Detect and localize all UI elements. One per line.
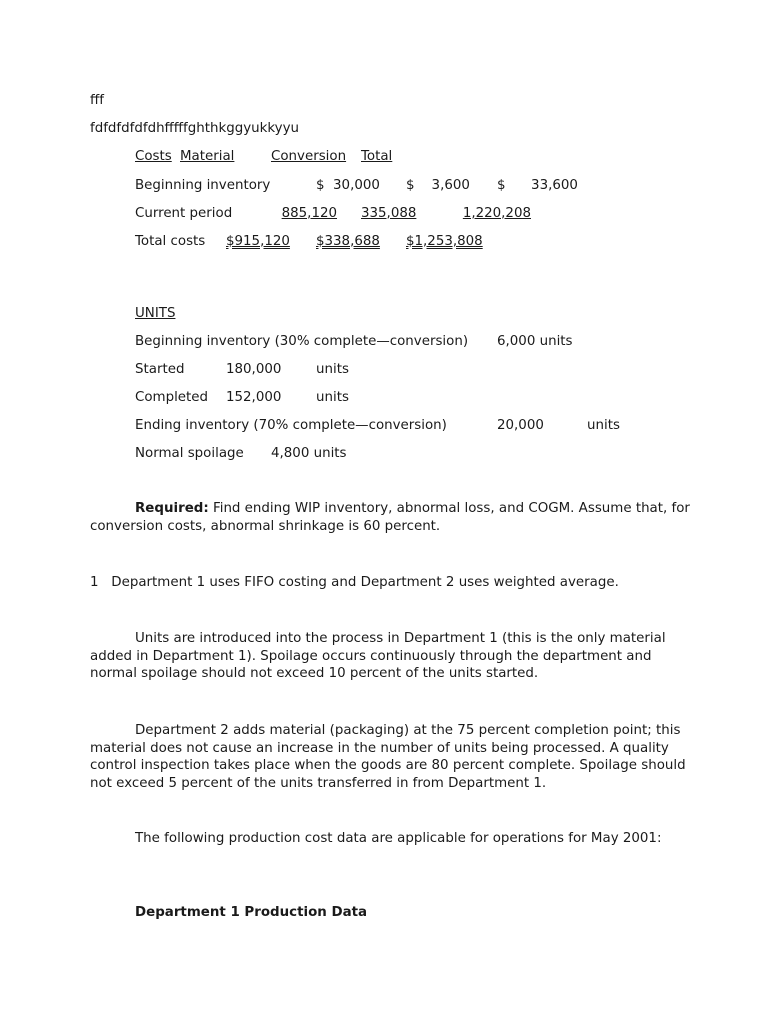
row-beginning-total: $ 33,600 — [497, 178, 578, 193]
units-ending-label: Ending inventory (70% complete—conversion) — [135, 418, 447, 433]
paragraph-2-text: Department 2 adds material (packaging) at the 75 percent completion point; this material does not cause an increase in the number of units being processed. A quality control inspection takes place when the goods are 80 percent complete. Spoilage should not exceed 5 percent of the units transferred in from Department 1. — [90, 723, 686, 791]
paragraph-2 — [90, 722, 690, 792]
col-conversion: Conversion — [271, 149, 347, 164]
row-total-material: $915,120 — [226, 234, 290, 249]
units-completed-label: Completed — [135, 390, 209, 405]
units-completed-value: 152,000 — [226, 390, 282, 405]
units-beginning-value: 6,000 units — [497, 334, 573, 349]
header-line-2: fdfdfdfdfdhfffffghthkggyukkyyu — [90, 121, 299, 136]
row-current-conversion: 335,088 — [361, 206, 417, 221]
units-ending-unit: units — [587, 418, 620, 433]
item-1: 1 Department 1 uses FIFO costing and Department 2 uses weighted average. — [90, 575, 619, 590]
paragraph-1-text: Units are introduced into the process in Department 1 (this is the only material added in Department 1). Spoilage occurs continuously through the department and normal spoilage should not exceed 10 percent of the units started. — [90, 631, 666, 681]
units-heading: UNITS — [135, 306, 176, 321]
col-material: Material — [180, 149, 235, 164]
paragraph-3 — [90, 830, 690, 848]
units-completed-unit: units — [316, 390, 349, 405]
costs-heading: Costs — [135, 149, 172, 164]
row-beginning-label: Beginning inventory — [135, 178, 271, 193]
units-started-value: 180,000 — [226, 362, 282, 377]
row-total-label: Total costs — [135, 234, 206, 249]
row-current-total: 1,220,208 — [462, 206, 531, 221]
units-started-label: Started — [135, 362, 185, 377]
required-label: Required: — [135, 501, 209, 516]
units-spoilage-label: Normal spoilage — [135, 446, 244, 461]
row-total-conversion: $338,688 — [316, 234, 380, 249]
col-total: Total — [361, 149, 393, 164]
row-current-material: 885,120 — [281, 206, 337, 221]
units-beginning-label: Beginning inventory (30% complete—conversion) — [135, 334, 469, 349]
dept1-heading: Department 1 Production Data — [135, 905, 368, 920]
row-beginning-material: $ 30,000 — [316, 178, 380, 193]
units-ending-value: 20,000 — [497, 418, 544, 433]
row-total-total: $1,253,808 — [406, 234, 483, 249]
required-text: Find ending WIP inventory, abnormal loss, and COGM. Assume that, for conversion costs, abnormal shrinkage is 60 percent. — [90, 501, 690, 534]
required-paragraph — [90, 500, 690, 535]
paragraph-3-text: The following production cost data are applicable for operations for May 2001: — [135, 831, 662, 846]
paragraph-1 — [90, 630, 690, 683]
row-beginning-conversion: $ 3,600 — [406, 178, 470, 193]
row-current-label: Current period — [135, 206, 233, 221]
units-started-unit: units — [316, 362, 349, 377]
header-line-1: fff — [90, 93, 104, 108]
units-spoilage-value: 4,800 units — [271, 446, 347, 461]
